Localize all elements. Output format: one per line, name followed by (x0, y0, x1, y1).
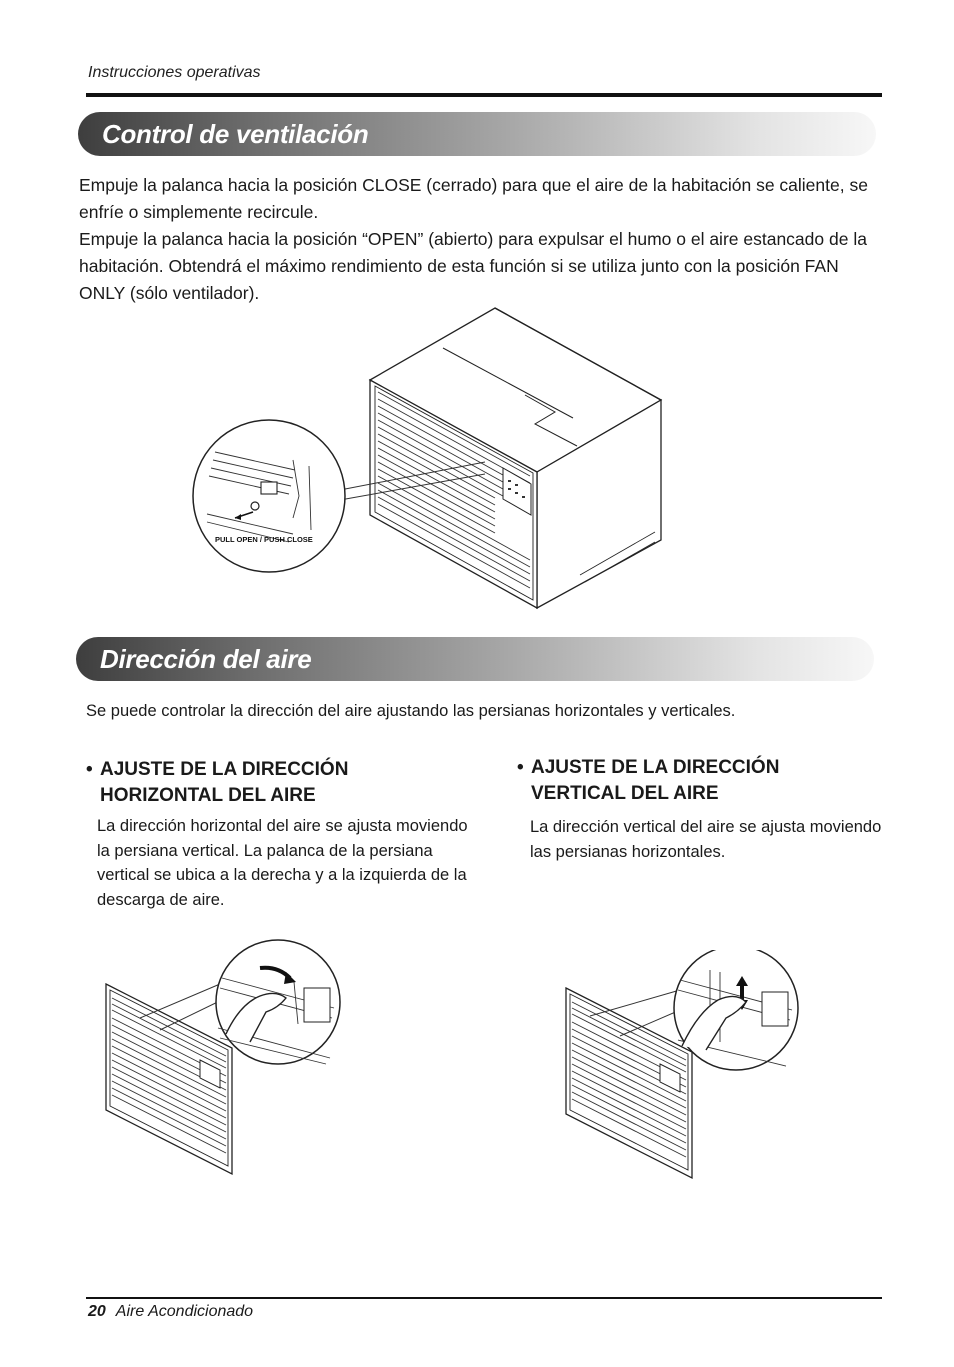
ventilation-paragraph-1: Empuje la palanca hacia la posición CLOSE (cerrado) para que el aire de la habitación se caliente, se enfríe o simplemente recircule. (79, 175, 868, 222)
ventilation-paragraph-2: Empuje la palanca hacia la posición “OPEN” (abierto) para expulsar el humo o el aire estancado de la habitación. Obtendrá el máximo rendimiento de esta función si se utiliza junto con la posición FAN ONLY (sólo ventilador). (79, 229, 867, 303)
subheading-vertical-line2: VERTICAL DEL AIRE (531, 783, 719, 804)
page-number: 20 (88, 1303, 106, 1320)
pull-open-push-close-label: PULL OPEN / PUSH CLOSE (215, 535, 313, 544)
bullet-vertical: • (517, 757, 524, 778)
vertical-louver-illustration (560, 950, 805, 1190)
header-rule (86, 93, 882, 97)
ventilation-text (79, 172, 889, 307)
subheading-vertical-line1: AJUSTE DE LA DIRECCIÓN (531, 757, 780, 778)
subheading-vertical (517, 755, 897, 807)
footer-title: Aire Acondicionado (115, 1303, 254, 1320)
subheading-horizontal (86, 757, 466, 809)
subheading-horizontal-line1: AJUSTE DE LA DIRECCIÓN (100, 759, 349, 780)
air-conditioner-vent-illustration (185, 300, 665, 610)
footer-rule (86, 1297, 882, 1299)
horizontal-adjust-text: La dirección horizontal del aire se ajusta moviendo la persiana vertical. La palanca de la persiana vertical se ubica a la derecha y a la izquierda de la descarga de aire. (97, 817, 468, 909)
section-title-ventilation: Control de ventilación (102, 119, 369, 149)
vertical-adjust-text: La dirección vertical del aire se ajusta moviendo las persianas horizontales. (530, 818, 882, 861)
horizontal-louver-illustration (100, 938, 345, 1178)
section-title-air-direction: Dirección del aire (100, 644, 312, 674)
subheading-horizontal-line2: HORIZONTAL DEL AIRE (100, 785, 316, 806)
section-banner-air-direction (76, 637, 874, 681)
page-footer (88, 1303, 253, 1321)
bullet-horizontal: • (86, 759, 93, 780)
header-section-label: Instrucciones operativas (88, 64, 261, 81)
air-direction-intro: Se puede controlar la dirección del aire ajustando las persianas horizontales y verticales. (86, 702, 736, 720)
section-banner-ventilation (78, 112, 876, 156)
